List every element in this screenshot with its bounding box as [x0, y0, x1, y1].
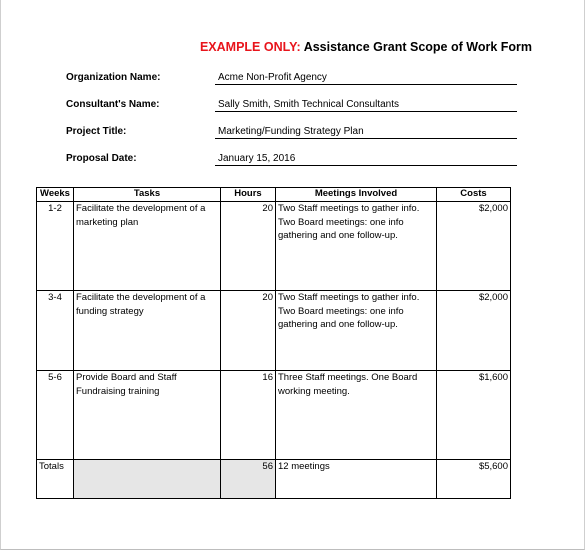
header-weeks: Weeks	[37, 188, 74, 202]
organization-label: Organization Name:	[66, 72, 161, 83]
meetings-cell: Three Staff meetings. One Board working meeting.	[276, 371, 437, 460]
form-title	[1, 40, 532, 54]
proposal-date-label: Proposal Date:	[66, 153, 137, 164]
meetings-cell: Two Staff meetings to gather info. Two Board meetings: one info gathering and one follow-up.	[276, 291, 437, 371]
totals-row	[37, 460, 511, 499]
table-row	[37, 202, 511, 291]
example-only-label: EXAMPLE ONLY:	[199, 40, 301, 54]
totals-cost: $5,600	[437, 460, 511, 499]
header-tasks: Tasks	[74, 188, 221, 202]
cost-cell: $1,600	[437, 371, 511, 460]
meetings-cell: Two Staff meetings to gather info. Two Board meetings: one info gathering and one follow-up.	[276, 202, 437, 291]
organization-value: Acme Non-Profit Agency	[215, 72, 517, 85]
project-title-label: Project Title:	[66, 126, 127, 137]
totals-meetings: 12 meetings	[276, 460, 437, 499]
consultant-value: Sally Smith, Smith Technical Consultants	[215, 99, 517, 112]
info-row-organization	[1, 72, 585, 90]
table-row	[37, 371, 511, 460]
consultant-label: Consultant's Name:	[66, 99, 160, 110]
task-cell: Facilitate the development of a marketing plan	[74, 202, 221, 291]
form-title-text: Assistance Grant Scope of Work Form	[303, 40, 532, 54]
cost-cell: $2,000	[437, 202, 511, 291]
totals-label: Totals	[37, 460, 74, 499]
hours-cell: 20	[221, 202, 276, 291]
info-row-project	[1, 126, 585, 144]
scope-of-work-table	[36, 187, 511, 499]
project-title-value: Marketing/Funding Strategy Plan	[215, 126, 517, 139]
table-row	[37, 291, 511, 371]
hours-cell: 20	[221, 291, 276, 371]
table-header-row	[37, 188, 511, 202]
cost-cell: $2,000	[437, 291, 511, 371]
weeks-cell: 3-4	[37, 291, 74, 371]
info-row-consultant	[1, 99, 585, 117]
header-costs: Costs	[437, 188, 511, 202]
weeks-cell: 1-2	[37, 202, 74, 291]
task-cell: Provide Board and Staff Fundraising training	[74, 371, 221, 460]
proposal-date-value: January 15, 2016	[215, 153, 517, 166]
hours-cell: 16	[221, 371, 276, 460]
header-meetings: Meetings Involved	[276, 188, 437, 202]
header-hours: Hours	[221, 188, 276, 202]
task-cell: Facilitate the development of a funding strategy	[74, 291, 221, 371]
info-row-date	[1, 153, 585, 171]
totals-task-cell	[74, 460, 221, 499]
weeks-cell: 5-6	[37, 371, 74, 460]
totals-hours: 56	[221, 460, 276, 499]
